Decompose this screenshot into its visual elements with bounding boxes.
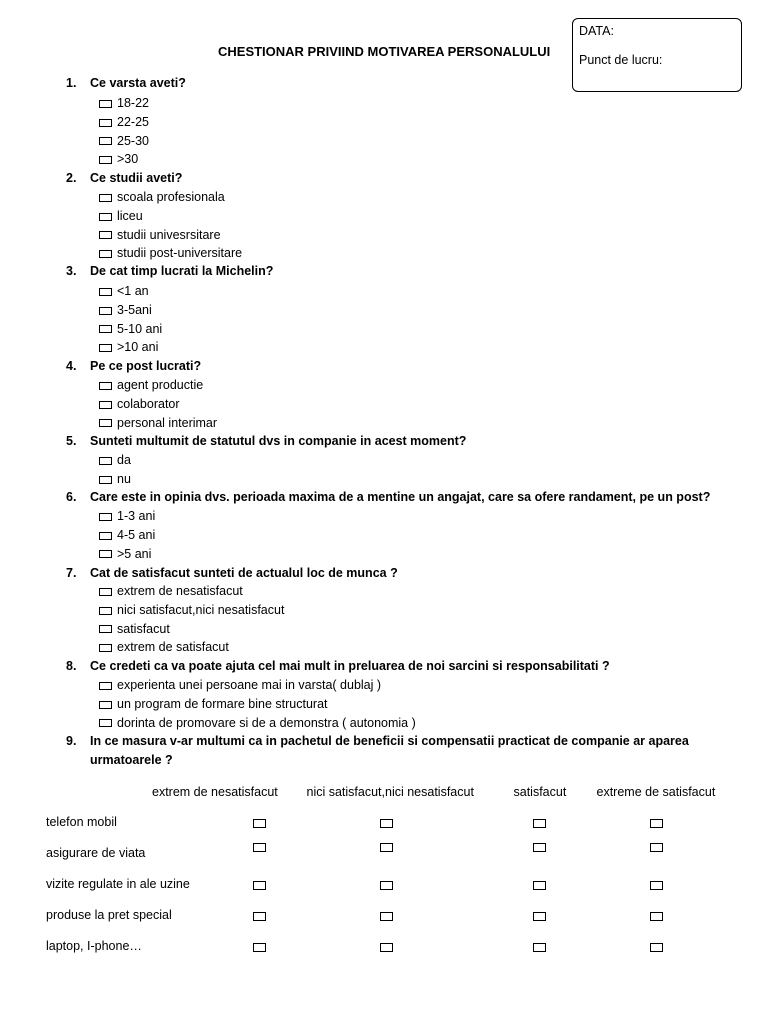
option-checkbox[interactable] <box>99 513 112 521</box>
option-label: un program de formare bine structurat <box>117 696 328 711</box>
option-checkbox[interactable] <box>99 719 112 727</box>
option-checkbox[interactable] <box>99 344 112 352</box>
option-item <box>99 640 229 655</box>
option-label: 3-5ani <box>117 302 152 317</box>
option-checkbox[interactable] <box>99 457 112 465</box>
rating-checkbox[interactable] <box>650 819 663 828</box>
option-label: studii post-universitare <box>117 246 243 261</box>
table-column-header: nici satisfacut,nici nesatisfacut <box>306 785 474 799</box>
option-label: >30 <box>117 152 139 167</box>
option-item <box>99 115 149 130</box>
rating-checkbox[interactable] <box>650 881 663 890</box>
question-7 <box>66 566 398 580</box>
rating-checkbox[interactable] <box>380 881 393 890</box>
option-label: personal interimar <box>117 415 218 430</box>
option-item <box>99 453 131 468</box>
question-text: Ce studii aveti? <box>90 171 183 185</box>
question-3 <box>66 264 273 278</box>
option-item <box>99 246 242 261</box>
question-5 <box>66 434 466 448</box>
option-checkbox[interactable] <box>99 550 112 558</box>
question-text: Ce varsta aveti? <box>90 76 186 90</box>
option-label: scoala profesionala <box>117 190 225 204</box>
question-number: 4. <box>66 359 77 373</box>
option-item <box>99 209 143 224</box>
question-1 <box>66 76 186 90</box>
option-label: studii univesrsitare <box>117 227 221 242</box>
question-number: 6. <box>66 490 77 504</box>
rating-checkbox[interactable] <box>650 843 663 852</box>
table-row-label: asigurare de viata <box>46 846 146 860</box>
option-item <box>99 190 225 205</box>
question-text: Pe ce post lucrati? <box>90 359 202 373</box>
rating-checkbox[interactable] <box>533 912 546 921</box>
rating-checkbox[interactable] <box>253 912 266 921</box>
info-box <box>572 18 742 92</box>
rating-checkbox[interactable] <box>650 943 663 952</box>
option-label: satisfacut <box>117 621 170 636</box>
option-item <box>99 622 170 637</box>
option-checkbox[interactable] <box>99 100 112 108</box>
question-text: Ce credeti ca va poate ajuta cel mai mult in preluarea de noi sarcini si responsabilitati ? <box>90 659 610 673</box>
option-item <box>99 152 138 167</box>
rating-checkbox[interactable] <box>533 881 546 890</box>
question-number: 8. <box>66 659 77 673</box>
question-8 <box>66 659 610 673</box>
option-item <box>99 284 149 299</box>
question-number: 7. <box>66 566 77 580</box>
question-number: 3. <box>66 264 77 278</box>
option-item <box>99 378 203 393</box>
workplace-label: Punct de lucru: <box>579 53 663 67</box>
option-item <box>99 509 155 524</box>
option-label: dorinta de promovare si de a demonstra ( autonomia ) <box>117 715 416 730</box>
option-label: 1-3 ani <box>117 509 156 523</box>
option-item <box>99 547 151 562</box>
option-label: >10 ani <box>117 340 159 355</box>
option-checkbox[interactable] <box>99 682 112 690</box>
question-text: Sunteti multumit de statutul dvs in companie in acest moment? <box>90 434 467 448</box>
option-item <box>99 678 381 693</box>
option-label: extrem de nesatisfacut <box>117 584 243 598</box>
rating-checkbox[interactable] <box>253 843 266 852</box>
rating-checkbox[interactable] <box>253 819 266 828</box>
option-label: 18-22 <box>117 96 149 110</box>
option-checkbox[interactable] <box>99 156 112 164</box>
question-text: In ce masura v-ar multumi ca in pachetul de beneficii si compensatii practicat de companie ar aparea <box>90 734 689 748</box>
option-label: 25-30 <box>117 133 149 148</box>
option-checkbox[interactable] <box>99 588 112 596</box>
table-row-label: laptop, I-phone… <box>46 939 142 953</box>
option-checkbox[interactable] <box>99 532 112 540</box>
option-label: nu <box>117 471 131 486</box>
option-checkbox[interactable] <box>99 213 112 221</box>
option-item <box>99 96 149 111</box>
question-number: 5. <box>66 434 77 448</box>
option-checkbox[interactable] <box>99 231 112 239</box>
page-title: CHESTIONAR PRIVIIND MOTIVAREA PERSONALULUI <box>218 44 551 59</box>
option-item <box>99 416 217 431</box>
option-item <box>99 397 180 412</box>
option-item <box>99 528 155 543</box>
option-label: <1 an <box>117 284 149 298</box>
option-label: >5 ani <box>117 546 152 561</box>
option-checkbox[interactable] <box>99 701 112 709</box>
option-item <box>99 472 131 487</box>
date-label: DATA: <box>579 24 614 38</box>
option-label: 4-5 ani <box>117 527 156 542</box>
rating-checkbox[interactable] <box>380 819 393 828</box>
option-label: 22-25 <box>117 114 149 129</box>
option-checkbox[interactable] <box>99 644 112 652</box>
rating-checkbox[interactable] <box>380 912 393 921</box>
option-checkbox[interactable] <box>99 250 112 258</box>
option-checkbox[interactable] <box>99 419 112 427</box>
option-checkbox[interactable] <box>99 119 112 127</box>
option-label: colaborator <box>117 396 180 411</box>
option-item <box>99 228 221 243</box>
rating-checkbox[interactable] <box>253 943 266 952</box>
option-item <box>99 134 149 149</box>
option-label: da <box>117 453 131 467</box>
table-row-label: produse la pret special <box>46 908 172 922</box>
option-label: nici satisfacut,nici nesatisfacut <box>117 602 285 617</box>
option-checkbox[interactable] <box>99 307 112 315</box>
option-label: liceu <box>117 208 143 223</box>
table-row-label: telefon mobil <box>46 815 117 829</box>
question-text: Cat de satisfacut sunteti de actualul loc de munca ? <box>90 566 398 580</box>
rating-checkbox[interactable] <box>533 819 546 828</box>
rating-checkbox[interactable] <box>380 943 393 952</box>
option-checkbox[interactable] <box>99 401 112 409</box>
option-item <box>99 716 416 731</box>
table-column-header: extrem de nesatisfacut <box>152 785 278 799</box>
question-text: De cat timp lucrati la Michelin? <box>90 264 274 278</box>
option-item <box>99 584 243 599</box>
option-checkbox[interactable] <box>99 625 112 633</box>
option-item <box>99 603 284 618</box>
table-column-header: extreme de satisfacut <box>596 785 716 799</box>
option-item <box>99 303 152 318</box>
option-checkbox[interactable] <box>99 607 112 615</box>
table-column-header: satisfacut <box>513 785 567 799</box>
option-checkbox[interactable] <box>99 476 112 484</box>
table-row-label: vizite regulate in ale uzine <box>46 877 190 891</box>
question-4 <box>66 359 201 373</box>
option-checkbox[interactable] <box>99 288 112 296</box>
rating-checkbox[interactable] <box>380 843 393 852</box>
option-checkbox[interactable] <box>99 382 112 390</box>
option-item <box>99 697 328 712</box>
option-label: experienta unei persoane mai in varsta( dublaj ) <box>117 678 382 692</box>
rating-checkbox[interactable] <box>650 912 663 921</box>
question-2 <box>66 171 182 185</box>
question-number: 9. <box>66 734 77 748</box>
option-checkbox[interactable] <box>99 325 112 333</box>
question-text: Care este in opinia dvs. perioada maxima de a mentine un angajat, care sa ofere randament, pe un post? <box>90 490 711 504</box>
option-checkbox[interactable] <box>99 194 112 202</box>
rating-checkbox[interactable] <box>253 881 266 890</box>
option-label: agent productie <box>117 378 204 392</box>
question-number: 1. <box>66 76 77 90</box>
option-item <box>99 340 158 355</box>
rating-checkbox[interactable] <box>533 943 546 952</box>
rating-checkbox[interactable] <box>533 843 546 852</box>
question-number: 2. <box>66 171 77 185</box>
question-6 <box>66 490 710 504</box>
option-checkbox[interactable] <box>99 137 112 145</box>
option-item <box>99 322 162 337</box>
question-text-cont: urmatoarele ? <box>90 753 173 767</box>
option-label: extrem de satisfacut <box>117 640 229 655</box>
option-label: 5-10 ani <box>117 321 163 336</box>
